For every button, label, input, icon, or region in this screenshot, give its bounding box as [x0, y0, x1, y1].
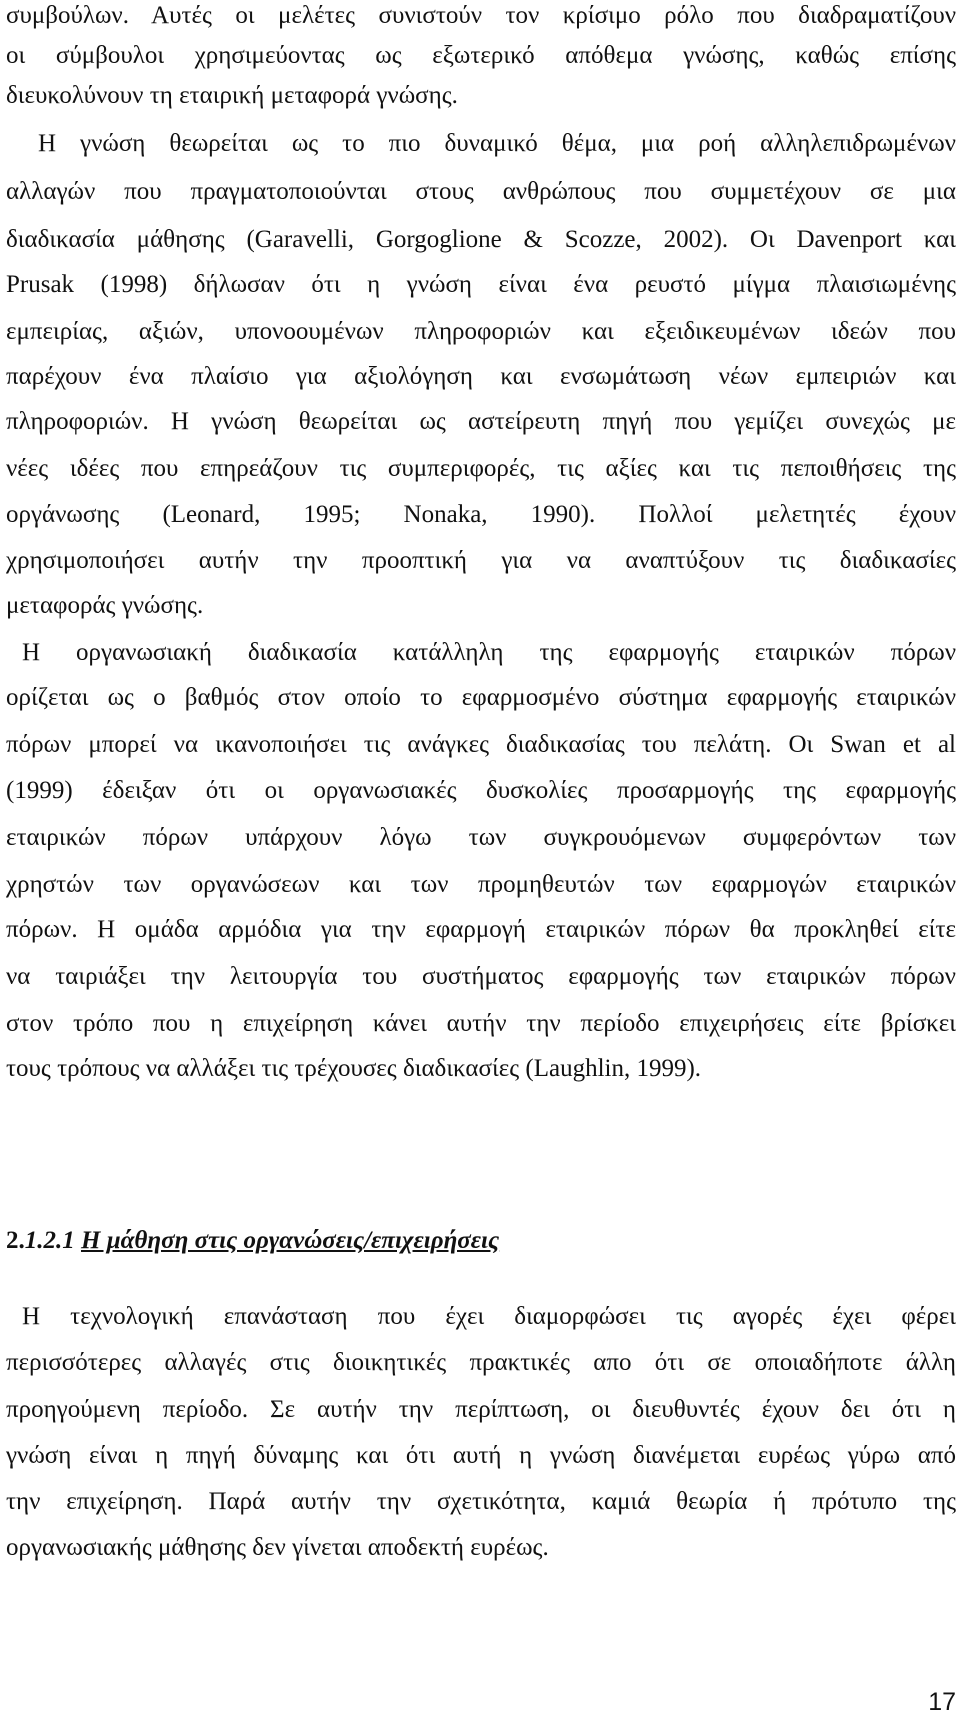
section-heading — [6, 1221, 499, 1261]
text-line: Η τεχνολογική επανάσταση που έχει διαμορφώσει τις αγορές έχει φέρει — [22, 1303, 956, 1330]
text-line: οργάνωσης (Leonard, 1995; Nonaka, 1990). Πολλοί μελετητές έχουν — [6, 501, 956, 528]
text-line: Η οργανωσιακή διαδικασία κατάλληλη της εφαρμογής εταιρικών πόρων — [22, 639, 956, 666]
text-line: την επιχείρηση. Παρά αυτήν την σχετικότητα, καμιά θεωρία ή πρότυπο της — [6, 1488, 956, 1515]
text-line: να ταιριάξει την λειτουργία του συστήματος εφαρμογής των εταιρικών πόρων — [6, 963, 956, 990]
heading-title: Η μάθηση στις οργανώσεις/επιχειρήσεις — [81, 1227, 500, 1254]
text-line: παρέχουν ένα πλαίσιο για αξιολόγηση και ενσωμάτωση νέων εμπειριών και — [6, 363, 956, 390]
text-line: αλλαγών που πραγματοποιούνται στους ανθρώπους που συμμετέχουν σε μια — [6, 178, 956, 205]
text-line: περισσότερες αλλαγές στις διοικητικές πρακτικές απο ότι σε οποιαδήποτε άλλη — [6, 1349, 956, 1376]
text-line: χρησιμοποιήσει αυτήν την προοπτική για να αναπτύξουν τις διαδικασίες — [6, 547, 956, 574]
text-line: γνώση είναι η πηγή δύναμης και ότι αυτή η γνώση διανέμεται ευρέως γύρω από — [6, 1442, 956, 1469]
text-line: προηγούμενη περίοδο. Σε αυτήν την περίπτωση, οι διευθυντές έχουν δει ότι η — [6, 1396, 956, 1423]
text-line: (1999) έδειξαν ότι οι οργανωσιακές δυσκολίες προσαρμογής της εφαρμογής — [6, 777, 956, 804]
text-line: Prusak (1998) δήλωσαν ότι η γνώση είναι ένα ρευστό μίγμα πλαισιωμένης — [6, 271, 956, 298]
heading-number-sub: 1.2.1 — [24, 1227, 75, 1254]
text-line: διαδικασία μάθησης (Garavelli, Gorgoglione & Scozze, 2002). Οι Davenport και — [6, 226, 956, 253]
page-number: 17 — [928, 1688, 956, 1716]
text-line: εταιρικών πόρων υπάρχουν λόγω των συγκρουόμενων συμφερόντων των — [6, 824, 956, 851]
text-line: στον τρόπο που η επιχείρηση κάνει αυτήν την περίοδο επιχειρήσεις είτε βρίσκει — [6, 1010, 956, 1037]
text-line: χρηστών των οργανώσεων και των προμηθευτών των εφαρμογών εταιρικών — [6, 871, 956, 898]
text-line: Η γνώση θεωρείται ως το πιο δυναμικό θέμα, μια ροή αλληλεπιδρωμένων — [38, 130, 956, 157]
text-line: οι σύμβουλοι χρησιμεύοντας ως εξωτερικό απόθεμα γνώσης, καθώς επίσης — [6, 42, 956, 69]
text-line: τους τρόπους να αλλάξει τις τρέχουσες διαδικασίες (Laughlin, 1999). — [6, 1055, 702, 1082]
text-line: νέες ιδέες που επηρεάζουν τις συμπεριφορές, τις αξίες και τις πεποιθήσεις της — [6, 455, 956, 482]
text-line: συμβούλων. Αυτές οι μελέτες συνιστούν τον κρίσιμο ρόλο που διαδραματίζουν — [6, 2, 956, 29]
text-line: ορίζεται ως ο βαθμός στον οποίο το εφαρμοσμένο σύστημα εφαρμογής εταιρικών — [6, 684, 956, 711]
text-line: πληροφοριών. Η γνώση θεωρείται ως αστείρευτη πηγή που γεμίζει συνεχώς με — [6, 408, 956, 435]
text-line: εμπειρίας, αξιών, υπονοουμένων πληροφοριών και εξειδικευμένων ιδεών που — [6, 318, 956, 345]
text-line: διευκολύνουν τη εταιρική μεταφορά γνώσης. — [6, 82, 458, 109]
text-line: οργανωσιακής μάθησης δεν γίνεται αποδεκτή ευρέως. — [6, 1534, 549, 1561]
text-line: μεταφοράς γνώσης. — [6, 592, 204, 619]
text-line: πόρων. Η ομάδα αρμόδια για την εφαρμογή εταιρικών πόρων θα προκληθεί είτε — [6, 916, 956, 943]
text-line: πόρων μπορεί να ικανοποιήσει τις ανάγκες διαδικασίας του πελάτη. Οι Swan et al — [6, 731, 956, 758]
heading-number: 2. — [6, 1227, 25, 1254]
